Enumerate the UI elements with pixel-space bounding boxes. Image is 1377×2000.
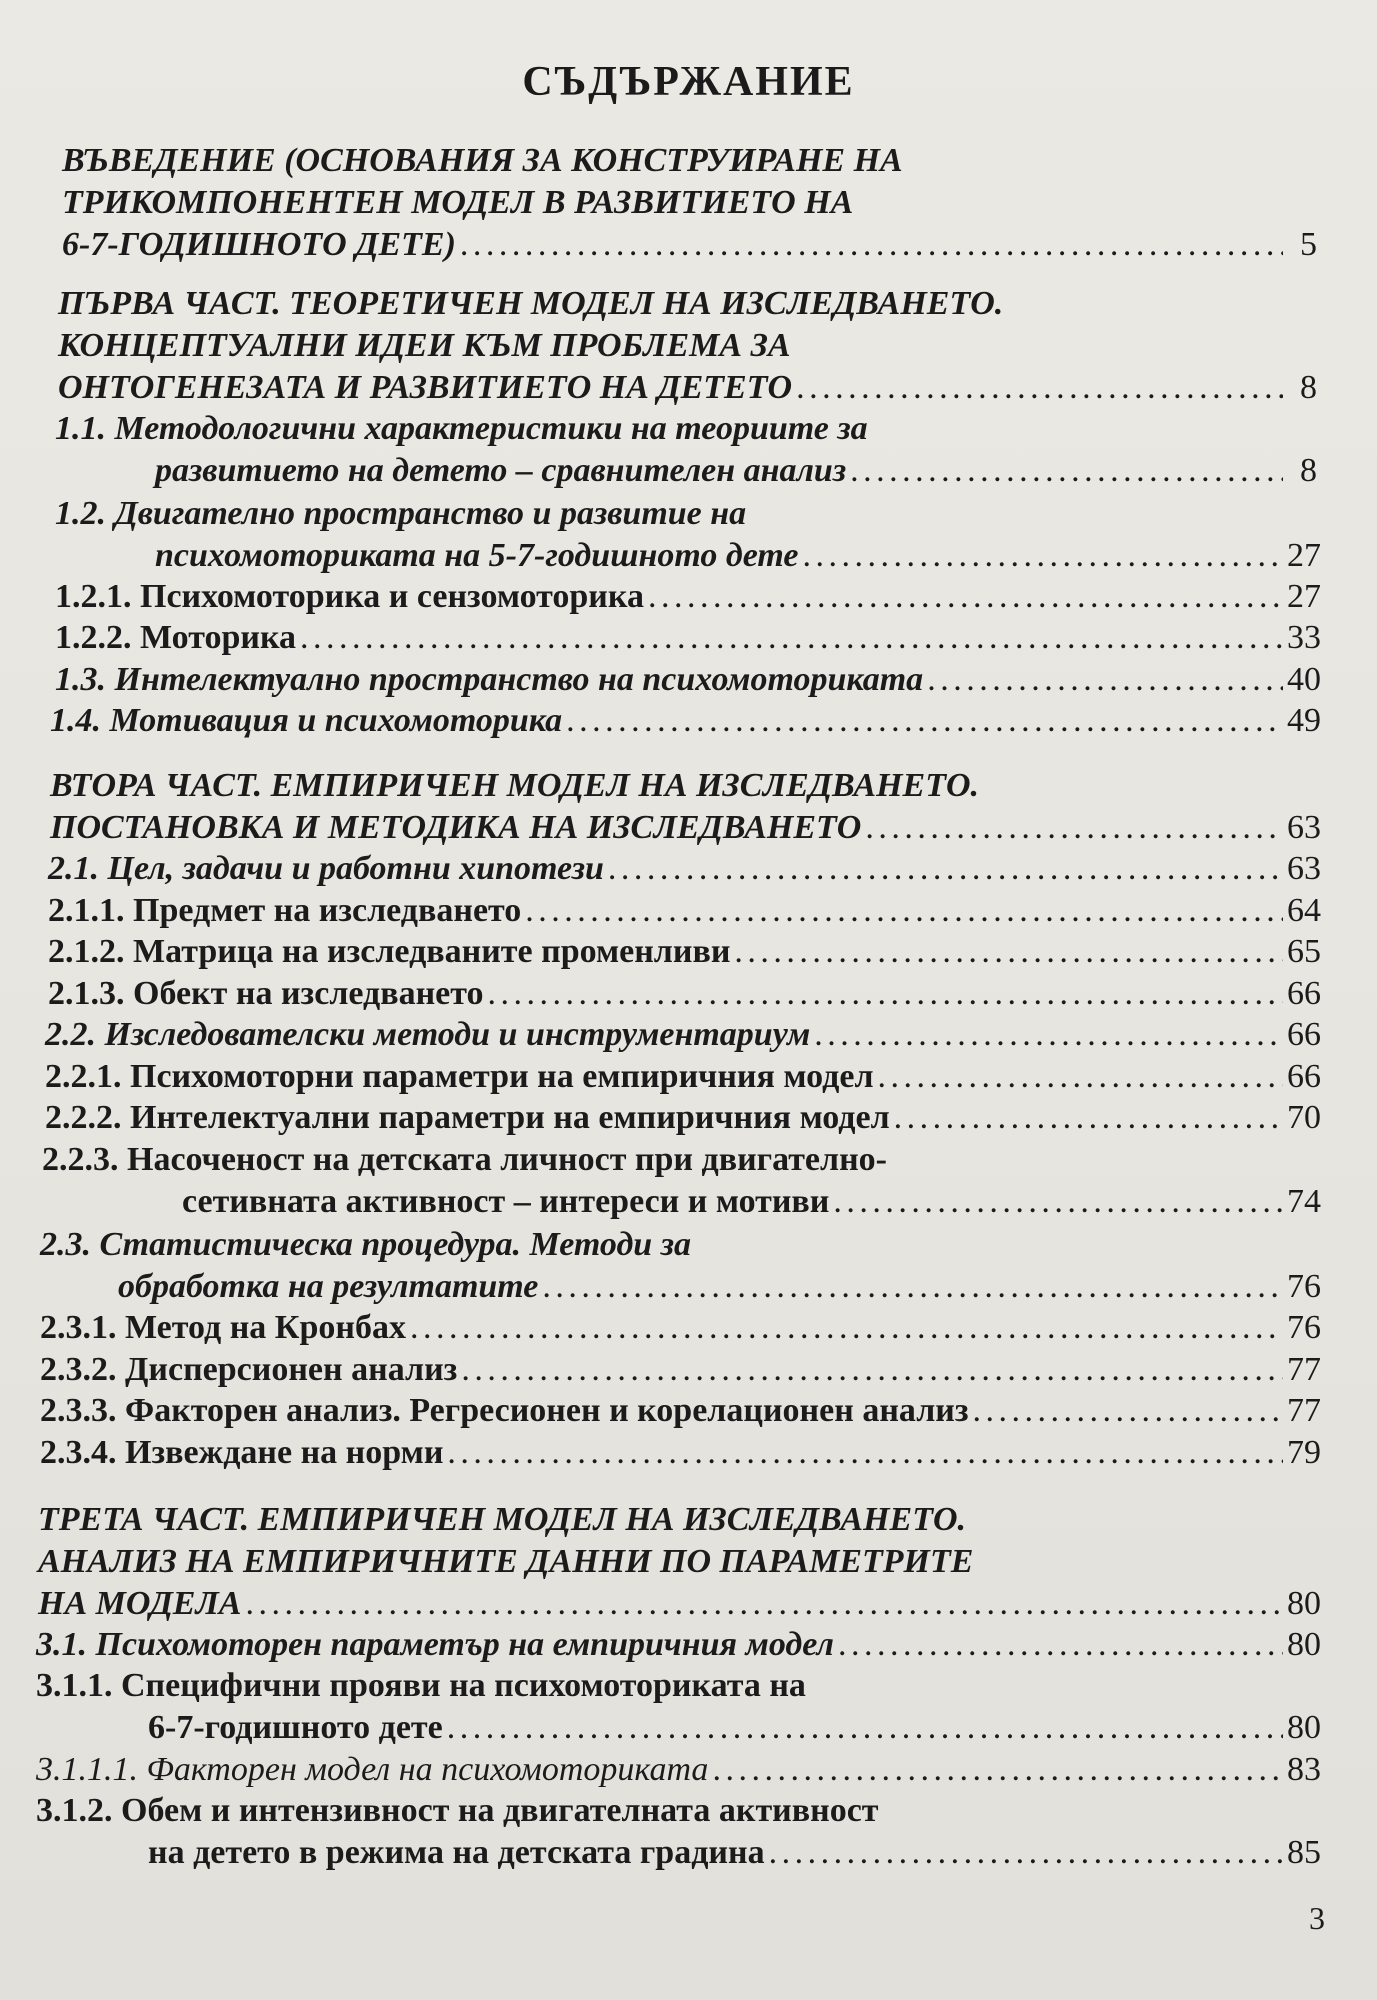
toc-entry-line: 2.1.1. Предмет на изследването — [48, 892, 522, 929]
toc-entry-3-1-1-1[interactable] — [36, 1749, 1321, 1791]
toc-entry-1-1[interactable] — [55, 408, 1317, 492]
toc-entry-2-2-2[interactable] — [45, 1097, 1321, 1139]
page-folio-number: 3 — [1309, 1900, 1325, 1936]
page-number: 64 — [1287, 892, 1321, 929]
leader-dots — [542, 1266, 1283, 1308]
toc-entry-line: ПОСТАНОВКА И МЕТОДИКА НА ИЗСЛЕДВАНЕТО — [50, 809, 862, 846]
toc-entry-1-2-2[interactable] — [55, 617, 1321, 659]
page-number: 79 — [1287, 1434, 1321, 1471]
leader-dots — [814, 1014, 1283, 1056]
toc-entry-line: ТРЕТА ЧАСТ. ЕМПИРИЧЕН МОДЕЛ НА ИЗСЛЕДВАНЕТО. — [38, 1501, 967, 1538]
toc-entry-part-one[interactable] — [58, 283, 1317, 409]
toc-entry-3-1[interactable] — [36, 1624, 1321, 1666]
toc-entry-2-2-3[interactable] — [42, 1139, 1321, 1223]
toc-entry-line: ВЪВЕДЕНИЕ (ОСНОВАНИЯ ЗА КОНСТРУИРАНЕ НА — [62, 142, 903, 179]
toc-entry-line: 1.2.2. Моторика — [55, 619, 297, 656]
toc-entry-line: 2.1. Цел, задачи и работни хипотези — [48, 850, 604, 887]
toc-entry-line: 6-7-ГОДИШНОТО ДЕТЕ) — [62, 226, 456, 263]
toc-entry-introduction[interactable] — [62, 140, 1317, 266]
leader-dots — [447, 1707, 1283, 1749]
page-number: 80 — [1287, 1585, 1321, 1622]
toc-entry-1-2[interactable] — [55, 493, 1321, 577]
toc-entry-2-3-4[interactable] — [40, 1432, 1321, 1474]
page-number: 76 — [1287, 1309, 1321, 1346]
page-number: 70 — [1287, 1099, 1321, 1136]
leader-dots — [300, 617, 1283, 659]
page-number: 27 — [1287, 578, 1321, 615]
leader-dots — [973, 1390, 1283, 1432]
toc-entry-part-two[interactable] — [50, 765, 1321, 849]
toc-entry-2-1[interactable] — [48, 848, 1321, 890]
toc-entry-line: 2.2.1. Психомоторни параметри на емпиричния модел — [45, 1058, 874, 1095]
leader-dots — [410, 1307, 1283, 1349]
toc-entry-line: КОНЦЕПТУАЛНИ ИДЕИ КЪМ ПРОБЛЕМА ЗА — [58, 327, 791, 364]
toc-entry-line: ТРИКОМПОНЕНТЕН МОДЕЛ В РАЗВИТИЕТО НА — [62, 184, 854, 221]
leader-dots — [525, 890, 1283, 932]
toc-entry-2-3-1[interactable] — [40, 1307, 1321, 1349]
toc-entry-2-3[interactable] — [40, 1224, 1321, 1308]
toc-entry-line: 2.1.3. Обект на изследването — [48, 975, 484, 1012]
page-number: 80 — [1287, 1626, 1321, 1663]
page-number: 49 — [1287, 702, 1321, 739]
toc-entry-line: развитието на детето – сравнителен анализ — [155, 452, 847, 489]
page-title: СЪДЪРЖАНИЕ — [522, 59, 855, 105]
toc-entry-line: 1.2.1. Психомоторика и сензомоторика — [55, 578, 644, 615]
toc-entry-part-three[interactable] — [38, 1499, 1321, 1625]
leader-dots — [460, 224, 1283, 266]
leader-dots — [488, 973, 1283, 1015]
leader-dots — [894, 1097, 1283, 1139]
leader-dots — [838, 1624, 1283, 1666]
leader-dots — [833, 1181, 1283, 1223]
page-number: 8 — [1300, 452, 1317, 489]
leader-dots — [447, 1432, 1283, 1474]
toc-entry-line: НА МОДЕЛА — [38, 1585, 242, 1622]
leader-dots — [865, 807, 1283, 849]
toc-entry-line: психомоториката на 5-7-годишното дете — [155, 537, 799, 574]
toc-entry-line: 1.2. Двигателно пространство и развитие на — [55, 495, 747, 532]
page-number: 66 — [1287, 975, 1321, 1012]
toc-entry-3-1-2[interactable] — [36, 1790, 1321, 1874]
page-number: 27 — [1287, 537, 1321, 574]
toc-entry-line: 2.2.3. Насоченост на детската личност при двигателно- — [42, 1141, 888, 1178]
leader-dots — [850, 450, 1283, 492]
page-number: 8 — [1300, 369, 1317, 406]
toc-entry-line: на детето в режима на детската градина — [148, 1834, 765, 1871]
toc-entry-line: 3.1.1. Специфични прояви на психомоториката на — [36, 1667, 806, 1704]
leader-dots — [461, 1349, 1283, 1391]
toc-entry-line: 2.2. Изследователски методи и инструментариум — [45, 1016, 811, 1053]
toc-entry-line: 1.4. Мотивация и психомоторика — [50, 702, 563, 739]
toc-entry-line: 1.3. Интелектуално пространство на психомоториката — [55, 661, 924, 698]
leader-dots — [245, 1583, 1283, 1625]
toc-entry-1-3[interactable] — [55, 659, 1321, 701]
toc-entry-line: ВТОРА ЧАСТ. ЕМПИРИЧЕН МОДЕЛ НА ИЗСЛЕДВАНЕТО. — [50, 767, 980, 804]
toc-entry-line: 1.1. Методологични характеристики на теориите за — [55, 410, 868, 447]
page-number: 74 — [1287, 1183, 1321, 1220]
toc-entry-line: АНАЛИЗ НА ЕМПИРИЧНИТЕ ДАННИ ПО ПАРАМЕТРИТЕ — [38, 1543, 974, 1580]
leader-dots — [712, 1749, 1283, 1791]
page-number: 66 — [1287, 1058, 1321, 1095]
toc-entry-2-2[interactable] — [45, 1014, 1321, 1056]
page-number: 80 — [1287, 1709, 1321, 1746]
toc-entry-line: ПЪРВА ЧАСТ. ТЕОРЕТИЧЕН МОДЕЛ НА ИЗСЛЕДВАНЕТО. — [58, 285, 1004, 322]
page-number: 63 — [1287, 850, 1321, 887]
toc-entry-1-4[interactable] — [50, 700, 1321, 742]
page-number: 85 — [1287, 1834, 1321, 1871]
toc-entry-3-1-1[interactable] — [36, 1665, 1321, 1749]
leader-dots — [878, 1056, 1283, 1098]
toc-entry-line: 2.2.2. Интелектуални параметри на емпиричния модел — [45, 1099, 890, 1136]
toc-entry-line: 2.3.4. Извеждане на норми — [40, 1434, 444, 1471]
toc-entry-line: обработка на резултатите — [118, 1268, 539, 1305]
leader-dots — [566, 700, 1283, 742]
toc-entry-line: сетивната активност – интереси и мотиви — [182, 1183, 830, 1220]
toc-entry-line: 2.1.2. Матрица на изследваните променливи — [48, 933, 731, 970]
page-number: 76 — [1287, 1268, 1321, 1305]
page-number: 5 — [1300, 226, 1317, 263]
page-number: 63 — [1287, 809, 1321, 846]
toc-entry-2-3-2[interactable] — [40, 1349, 1321, 1391]
leader-dots — [648, 576, 1283, 618]
toc-entry-line: 2.3.1. Метод на Кронбах — [40, 1309, 406, 1346]
toc-entry-line: 2.3.2. Дисперсионен анализ — [40, 1351, 458, 1388]
toc-entry-line: ОНТОГЕНЕЗАТА И РАЗВИТИЕТО НА ДЕТЕТО — [58, 369, 793, 406]
toc-entry-2-1-2[interactable] — [48, 931, 1321, 973]
toc-entry-line: 3.1. Психомоторен параметър на емпиричния модел — [36, 1626, 834, 1663]
toc-entry-2-3-3[interactable] — [40, 1390, 1321, 1432]
page-number: 77 — [1287, 1351, 1321, 1388]
page-number: 66 — [1287, 1016, 1321, 1053]
toc-entry-line: 2.3.3. Факторен анализ. Регресионен и корелационен анализ — [40, 1392, 969, 1429]
toc-entry-line: 6-7-годишното дете — [148, 1709, 443, 1746]
leader-dots — [803, 535, 1284, 577]
page-number: 65 — [1287, 933, 1321, 970]
toc-entry-line: 3.1.1.1. Факторен модел на психомоториката — [36, 1751, 709, 1788]
leader-dots — [608, 848, 1283, 890]
page-number: 40 — [1287, 661, 1321, 698]
toc-entry-2-1-1[interactable] — [48, 890, 1321, 932]
leader-dots — [734, 931, 1283, 973]
page-number: 33 — [1287, 619, 1321, 656]
leader-dots — [796, 367, 1283, 409]
toc-entry-line: 2.3. Статистическа процедура. Методи за — [40, 1226, 691, 1263]
page-number: 83 — [1287, 1751, 1321, 1788]
toc-entry-2-2-1[interactable] — [45, 1056, 1321, 1098]
leader-dots — [927, 659, 1283, 701]
toc-entry-1-2-1[interactable] — [55, 576, 1321, 618]
toc-entry-2-1-3[interactable] — [48, 973, 1321, 1015]
toc-entry-line: 3.1.2. Обем и интензивност на двигателната активност — [36, 1792, 879, 1829]
page-number: 77 — [1287, 1392, 1321, 1429]
leader-dots — [769, 1832, 1283, 1874]
